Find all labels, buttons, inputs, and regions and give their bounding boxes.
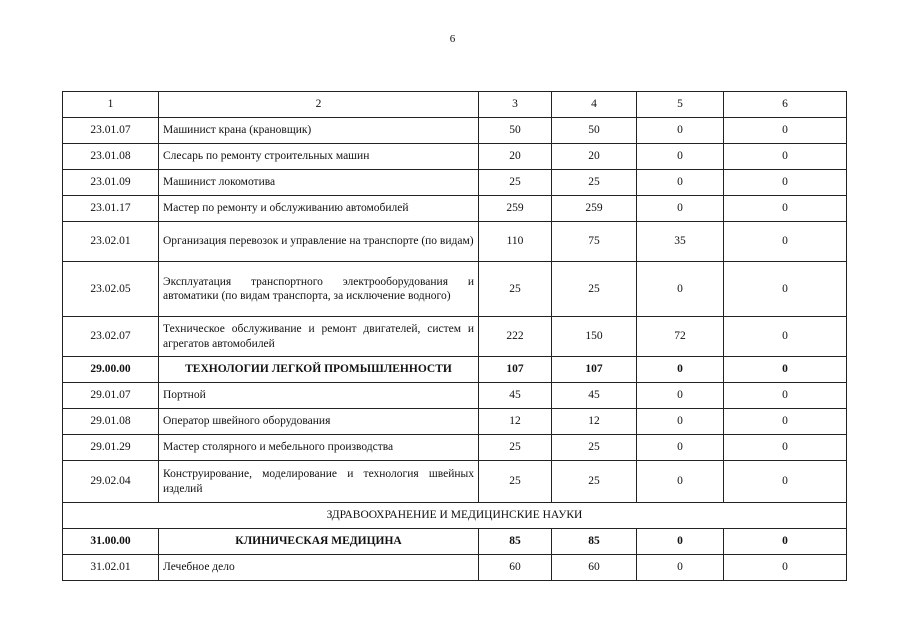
header-cell-4: 4	[552, 92, 637, 118]
table-section-row	[63, 503, 847, 529]
value-cell-5: 0	[637, 196, 724, 222]
value-cell-4: 25	[552, 262, 637, 317]
code-cell: 29.01.29	[63, 435, 159, 461]
value-cell-3: 85	[479, 529, 552, 555]
value-cell-5: 0	[637, 555, 724, 581]
value-cell-4: 25	[552, 170, 637, 196]
value-cell-6: 0	[724, 222, 847, 262]
value-cell-5: 0	[637, 383, 724, 409]
value-cell-3: 20	[479, 144, 552, 170]
code-cell: 29.02.04	[63, 461, 159, 503]
table-group-row	[63, 529, 847, 555]
value-cell-5: 0	[637, 435, 724, 461]
header-cell-3: 3	[479, 92, 552, 118]
value-cell-3: 259	[479, 196, 552, 222]
name-cell: Оператор швейного оборудования	[159, 409, 479, 435]
value-cell-4: 259	[552, 196, 637, 222]
name-cell: Слесарь по ремонту строительных машин	[159, 144, 479, 170]
value-cell-4: 20	[552, 144, 637, 170]
value-cell-6: 0	[724, 357, 847, 383]
value-cell-6: 0	[724, 435, 847, 461]
code-cell: 23.01.08	[63, 144, 159, 170]
value-cell-3: 25	[479, 461, 552, 503]
value-cell-4: 85	[552, 529, 637, 555]
name-cell: КЛИНИЧЕСКАЯ МЕДИЦИНА	[159, 529, 479, 555]
table-group-row	[63, 357, 847, 383]
code-cell: 23.02.07	[63, 317, 159, 357]
value-cell-4: 150	[552, 317, 637, 357]
value-cell-3: 50	[479, 118, 552, 144]
section-title: ЗДРАВООХРАНЕНИЕ И МЕДИЦИНСКИЕ НАУКИ	[63, 503, 847, 529]
header-cell-5: 5	[637, 92, 724, 118]
code-cell: 23.02.05	[63, 262, 159, 317]
name-cell: ТЕХНОЛОГИИ ЛЕГКОЙ ПРОМЫШЛЕННОСТИ	[159, 357, 479, 383]
table-row	[63, 262, 847, 317]
value-cell-3: 60	[479, 555, 552, 581]
name-cell: Портной	[159, 383, 479, 409]
value-cell-6: 0	[724, 170, 847, 196]
name-cell: Техническое обслуживание и ремонт двигателей, систем и агрегатов автомобилей	[159, 317, 479, 357]
value-cell-5: 35	[637, 222, 724, 262]
table-row	[63, 222, 847, 262]
name-cell: Эксплуатация транспортного электрооборудования и автоматики (по видам транспорта, за исключение водного)	[159, 262, 479, 317]
value-cell-6: 0	[724, 461, 847, 503]
name-cell: Конструирование, моделирование и технология швейных изделий	[159, 461, 479, 503]
value-cell-3: 107	[479, 357, 552, 383]
value-cell-3: 110	[479, 222, 552, 262]
value-cell-4: 25	[552, 435, 637, 461]
table-row	[63, 317, 847, 357]
code-cell: 29.01.08	[63, 409, 159, 435]
value-cell-6: 0	[724, 262, 847, 317]
code-cell: 23.02.01	[63, 222, 159, 262]
value-cell-5: 0	[637, 409, 724, 435]
name-cell: Мастер по ремонту и обслуживанию автомобилей	[159, 196, 479, 222]
value-cell-6: 0	[724, 383, 847, 409]
value-cell-3: 25	[479, 435, 552, 461]
value-cell-6: 0	[724, 144, 847, 170]
value-cell-4: 25	[552, 461, 637, 503]
table-row	[63, 461, 847, 503]
code-cell: 23.01.17	[63, 196, 159, 222]
value-cell-5: 0	[637, 118, 724, 144]
value-cell-3: 25	[479, 170, 552, 196]
value-cell-4: 60	[552, 555, 637, 581]
header-cell-6: 6	[724, 92, 847, 118]
value-cell-4: 107	[552, 357, 637, 383]
value-cell-4: 45	[552, 383, 637, 409]
value-cell-3: 45	[479, 383, 552, 409]
name-cell: Мастер столярного и мебельного производства	[159, 435, 479, 461]
value-cell-5: 0	[637, 170, 724, 196]
value-cell-5: 0	[637, 262, 724, 317]
value-cell-6: 0	[724, 529, 847, 555]
header-cell-1: 1	[63, 92, 159, 118]
table-row	[63, 435, 847, 461]
name-cell: Машинист локомотива	[159, 170, 479, 196]
name-cell: Организация перевозок и управление на транспорте (по видам)	[159, 222, 479, 262]
value-cell-6: 0	[724, 317, 847, 357]
code-cell: 23.01.07	[63, 118, 159, 144]
code-cell: 31.02.01	[63, 555, 159, 581]
value-cell-3: 25	[479, 262, 552, 317]
name-cell: Машинист крана (крановщик)	[159, 118, 479, 144]
code-cell: 29.00.00	[63, 357, 159, 383]
table-row	[63, 409, 847, 435]
value-cell-6: 0	[724, 555, 847, 581]
value-cell-3: 222	[479, 317, 552, 357]
code-cell: 31.00.00	[63, 529, 159, 555]
value-cell-5: 0	[637, 144, 724, 170]
value-cell-6: 0	[724, 118, 847, 144]
table-row	[63, 144, 847, 170]
value-cell-5: 0	[637, 357, 724, 383]
page-number: 6	[449, 33, 456, 45]
table-header-row	[63, 92, 847, 118]
header-cell-2: 2	[159, 92, 479, 118]
table-row	[63, 383, 847, 409]
table-row	[63, 555, 847, 581]
code-cell: 23.01.09	[63, 170, 159, 196]
value-cell-4: 50	[552, 118, 637, 144]
value-cell-5: 72	[637, 317, 724, 357]
value-cell-6: 0	[724, 196, 847, 222]
data-table	[62, 91, 847, 581]
table-row	[63, 170, 847, 196]
value-cell-5: 0	[637, 529, 724, 555]
code-cell: 29.01.07	[63, 383, 159, 409]
table-row	[63, 196, 847, 222]
value-cell-4: 12	[552, 409, 637, 435]
value-cell-4: 75	[552, 222, 637, 262]
value-cell-5: 0	[637, 461, 724, 503]
name-cell: Лечебное дело	[159, 555, 479, 581]
table-row	[63, 118, 847, 144]
value-cell-3: 12	[479, 409, 552, 435]
value-cell-6: 0	[724, 409, 847, 435]
